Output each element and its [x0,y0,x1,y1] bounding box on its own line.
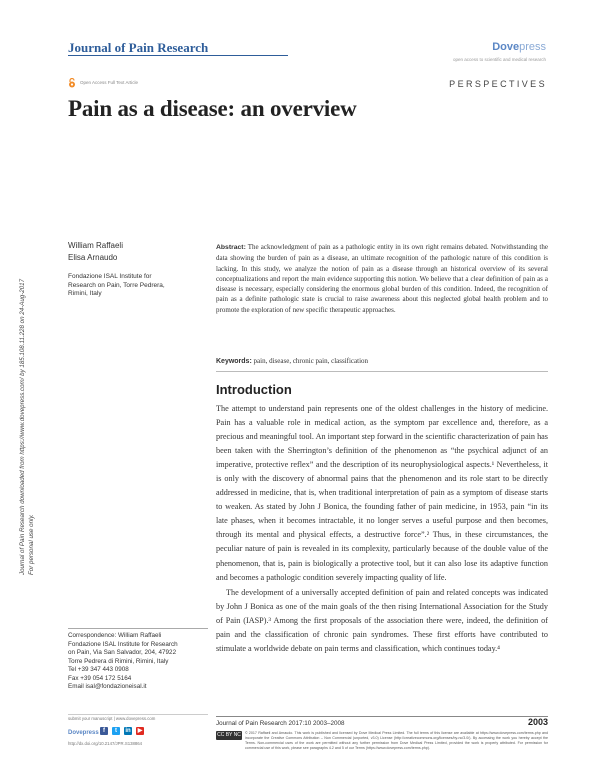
paragraph: The development of a universally accepted definition of pain and related concepts was indicated by John J Bonica as one of the main goals of the then rising International Association for the Study of Pain (IASP).³ Among the first proposals of the association there were, indeed, the definition of pain and the classification of chronic pain syndromes. These first efforts have contributed to stimulate a worldwide debate on pain terms and classification, which continues today.⁴ [216,587,548,653]
youtube-icon[interactable]: ▶ [137,728,143,734]
personal-use-note: For personal use only. [28,514,35,575]
footer-divider-left [68,714,208,715]
correspondence [68,632,213,692]
doi-link[interactable]: http://dx.doi.org/10.2147/JPR.S138864 [68,741,143,746]
keywords-text: pain, disease, chronic pain, classification [251,357,369,365]
affiliation-line: Fondazione ISAL Institute for [68,273,152,280]
social-links [100,727,144,735]
correspondence-line: Tel +39 347 443 0908 [68,666,129,673]
correspondence-line: on Pain, Via San Salvador, 204, 47922 [68,649,177,656]
author-list [68,240,123,264]
affiliation-line: Rimini, Italy [68,290,102,298]
facebook-icon[interactable]: f [100,727,108,735]
cc-license-badge[interactable]: CC BY NC [217,732,241,738]
section-heading-introduction: Introduction [216,382,292,397]
affiliation-line: Research on Pain, Torre Pedrera, [68,281,165,289]
keywords [216,356,548,367]
brand-bold: Dove [492,41,520,53]
license-text: © 2017 Raffaeli and Arnaudo. This work is published and licensed by Dove Medical Press Limited. The full terms of this license are available at https://www.dovepress.com/terms.php and incorporate the Creative Commons Attribution – Non Commercial (unported, v3.0) License (http://creativecommons.org/licenses/by-nc/3.0/). By accessing the work you hereby accept the Terms. Non-commercial uses of the work are permitted without any further permission from Dove Medical Press Limited, provided the work is properly attributed. For permission for commercial use of this work, please see paragraphs 4.2 and 5 of our Terms (https://www.dovepress.com/terms.php). [245,731,548,750]
introduction-body [216,402,548,656]
twitter-icon[interactable]: t [112,727,120,735]
footer-divider [216,716,548,717]
keywords-label: Keywords: [216,358,252,365]
article-type: PERSPECTIVES [449,79,547,89]
correspondence-line: Correspondence: William Raffaeli [68,632,162,639]
author-name: Elisa Arnaudo [68,253,118,262]
download-stamp-line: Journal of Pain Research downloaded from https://www.dovepress.com/ by 185.108.11.228 on 24-Aug-2017 [19,278,26,575]
abstract [216,242,548,315]
correspondence-line: Fax +39 054 172 5164 [68,674,132,682]
keywords-divider [216,371,548,372]
open-access-label: Open Access Full Text Article [80,80,138,85]
correspondence-line: Fondazione ISAL Institute for Research [68,640,178,648]
download-stamp [14,160,44,580]
open-access-icon [68,78,76,88]
page-number: 2003 [527,717,548,727]
publisher-logo[interactable] [482,41,546,53]
linkedin-icon[interactable]: in [125,728,131,734]
abstract-text: The acknowledgment of pain as a pathologic entity in its own right remains debated. Notwithstanding the data showing the burden of pain as a disease, an ultimate recognition of the pathologic nature of this condition is lacking. In this study, we analyze the notion of pain as a disease through an historical overview of its several conceptualizations and report the main evidence supporting this notion. We believe that a clear definition of pain as a disease is necessary, especially considering the enormous global burden of this condition. Indeed, the recognition of pain as a definite pathologic state is crucial to raise awareness about this neglected global health problem and to promote the exploration of new specific therapeutic approaches. [216,243,548,314]
citation: Journal of Pain Research 2017:10 2003–2008 [216,720,345,727]
journal-title[interactable]: Journal of Pain Research [68,40,209,55]
header-divider [68,55,288,56]
brand-light: press [519,41,546,53]
abstract-label: Abstract: [216,244,246,251]
correspondence-line: Torre Pedrera di Rimini, Rimini, Italy [68,657,169,665]
publisher-tagline: open access to scientific and medical research [452,57,546,62]
affiliation [68,273,208,299]
submit-manuscript-link[interactable]: submit your manuscript | www.dovepress.com [68,716,156,721]
dovepress-link[interactable]: Dovepress [68,730,99,736]
paragraph: The attempt to understand pain represents one of the oldest challenges in the history of medicine. Pain has a valuable role in medical action, as the symptom par excellence and, therefore, as a precious and meaningful tool. An important step forward in the scientific characterization of pain has been taken with the Sherrington’s definition of the phenomenon as “the psychical adjunct of an imperative, protective reflex” and the description of its neurophysiological aspects.¹ Nevertheless, it is only with the discovery of abnormal pains that the phenomenon and its role start to be directly addressed in medicine, that is, when traditional interpretation of pain as a symptom of disease starts to weaken. As stated by John J Bonica, the founding father of pain medicine, in 1953, pain “in its late phases, when it becomes intractable, it no longer serves a useful purpose and then becomes, through its mental and physical effects, a destructive force”.² Thus, in these circumstances, the peculiar nature of pain is revealed in its complexity, particularly because of the double value of the phenomenon, that is, pain is biologically a protective tool, but it can also lose its adaptive function and becomes a pathologic condition severely impacting quality of life. [216,404,548,582]
correspondence-divider [68,628,208,629]
correspondence-email[interactable]: Email isal@fondazioneisal.it [68,683,147,690]
author-name: William Raffaeli [68,241,123,250]
article-title: Pain as a disease: an overview [68,96,357,121]
